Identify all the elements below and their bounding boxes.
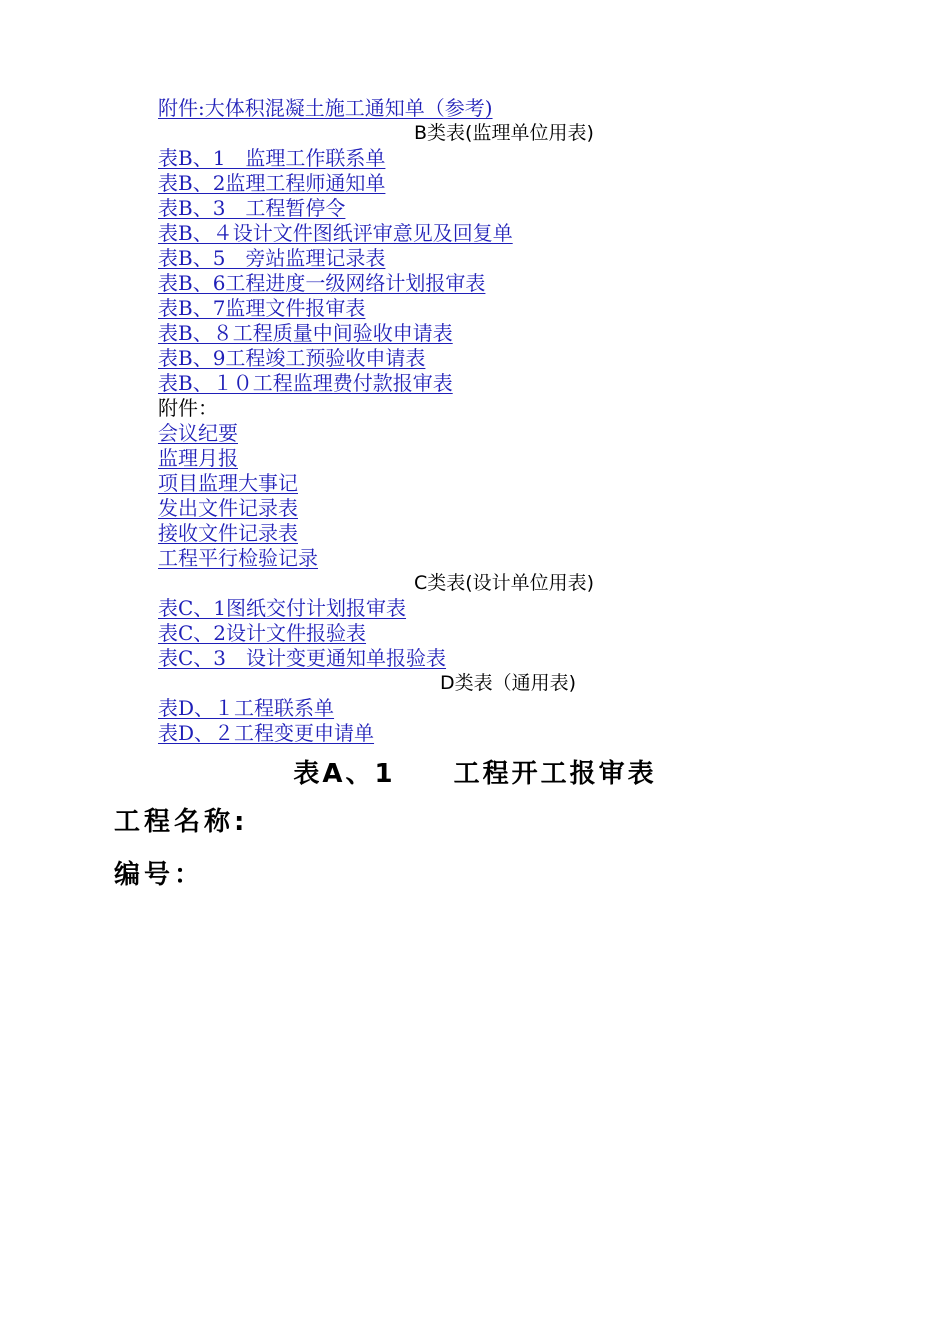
toc-link-b3[interactable]: 表B、3 工程暂停令	[158, 196, 346, 220]
toc-link-b10[interactable]: 表B、１０工程监理费付款报审表	[158, 371, 453, 395]
toc-line	[158, 196, 798, 221]
toc-link-b1[interactable]: 表B、1 监理工作联系单	[158, 146, 386, 170]
toc-link-b8[interactable]: 表B、８工程质量中间验收申请表	[158, 321, 453, 345]
toc-link-b5[interactable]: 表B、5 旁站监理记录表	[158, 246, 386, 270]
toc-link-b9[interactable]: 表B、9工程竣工预验收申请表	[158, 346, 426, 370]
toc-line	[158, 471, 798, 496]
toc-link-d1[interactable]: 表D、１工程联系单	[158, 696, 335, 720]
toc-link-b4[interactable]: 表B、４设计文件图纸评审意见及回复单	[158, 221, 513, 245]
toc-line	[158, 246, 798, 271]
table-of-contents	[158, 96, 798, 746]
toc-link-d2[interactable]: 表D、２工程变更申请单	[158, 721, 375, 745]
toc-link-monthly-report[interactable]: 监理月报	[158, 446, 238, 470]
toc-line	[158, 621, 798, 646]
toc-line	[158, 96, 798, 121]
section-header-c: C类表(设计单位用表)	[414, 572, 595, 594]
form-title: 表A、1 工程开工报审表	[293, 759, 657, 789]
toc-line	[158, 646, 798, 671]
toc-line	[158, 146, 798, 171]
toc-link-b2[interactable]: 表B、2监理工程师通知单	[158, 171, 386, 195]
toc-line	[158, 271, 798, 296]
toc-link-c3[interactable]: 表C、3 设计变更通知单报验表	[158, 646, 447, 670]
section-header-b: B类表(监理单位用表)	[414, 122, 594, 144]
toc-link-c2[interactable]: 表C、2设计文件报验表	[158, 621, 367, 645]
toc-line	[158, 321, 798, 346]
project-name-label: 工程名称:	[114, 807, 249, 837]
toc-link-a-attachment[interactable]: 附件:大体积混凝土施工通知单（参考)	[158, 96, 493, 120]
number-label: 编号：	[114, 860, 205, 890]
toc-line	[158, 546, 798, 571]
toc-link-parallel-inspection[interactable]: 工程平行检验记录	[158, 546, 318, 570]
toc-link-b6[interactable]: 表B、6工程进度一级网络计划报审表	[158, 271, 486, 295]
toc-link-meeting-minutes[interactable]: 会议纪要	[158, 421, 238, 445]
toc-line	[158, 171, 798, 196]
toc-line	[158, 721, 798, 746]
toc-line	[158, 346, 798, 371]
toc-line	[158, 496, 798, 521]
toc-link-b7[interactable]: 表B、7监理文件报审表	[158, 296, 366, 320]
toc-line	[158, 521, 798, 546]
section-header-d: D类表（通用表)	[440, 672, 577, 694]
toc-link-c1[interactable]: 表C、1图纸交付计划报审表	[158, 596, 407, 620]
toc-line	[158, 421, 798, 446]
toc-line	[158, 371, 798, 396]
toc-link-outgoing-docs[interactable]: 发出文件记录表	[158, 496, 298, 520]
toc-link-major-events[interactable]: 项目监理大事记	[158, 471, 298, 495]
toc-line	[158, 296, 798, 321]
attachment-label: 附件：	[158, 396, 218, 420]
toc-link-incoming-docs[interactable]: 接收文件记录表	[158, 521, 298, 545]
toc-line	[158, 596, 798, 621]
toc-line	[158, 221, 798, 246]
toc-line	[158, 696, 798, 721]
toc-line	[158, 446, 798, 471]
